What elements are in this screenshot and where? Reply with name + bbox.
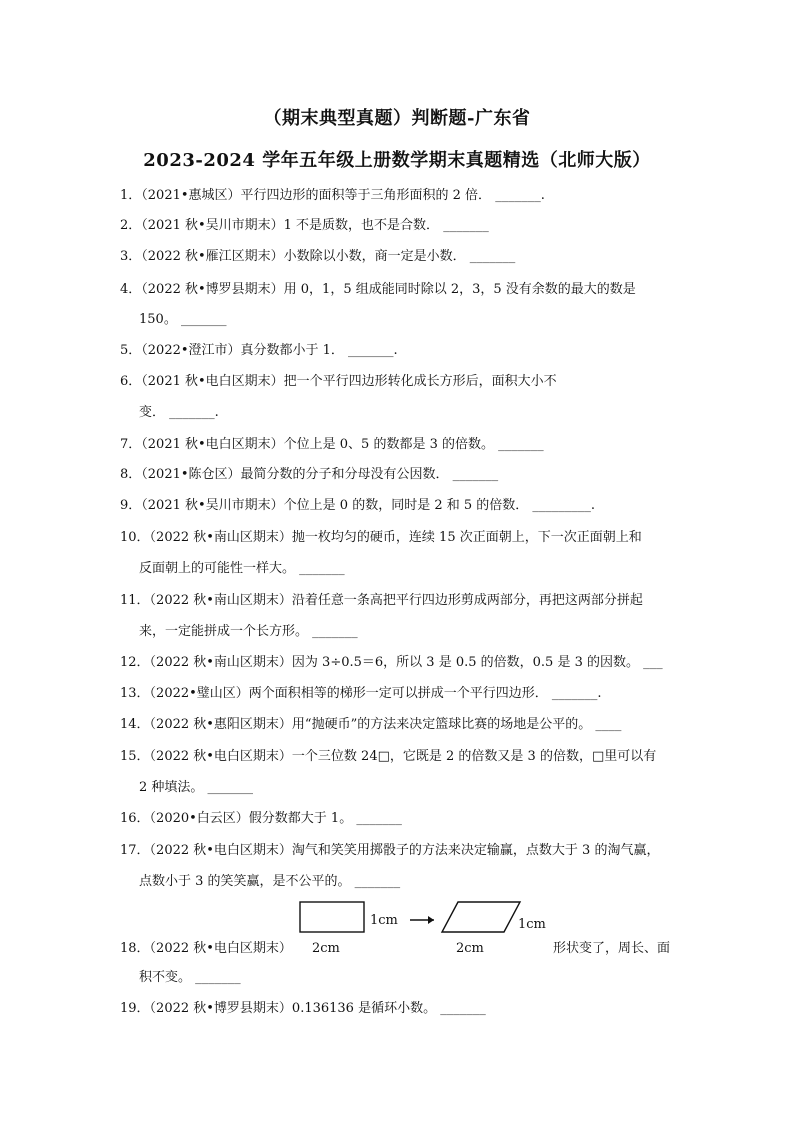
page-subtitle: 2023-2024 学年五年级上册数学期末真题精选（北师大版）	[143, 150, 651, 171]
question-11: 11．（2022 秋•南山区期末）沿着任意一条高把平行四边形剪成两部分，再把这两部分拼起	[120, 593, 643, 608]
question-17-continued: 点数小于 3 的笑笑赢，是不公平的。 _______	[139, 874, 401, 889]
parallelogram-width-label: 2cm	[456, 941, 484, 956]
question-6-continued: 变． _______.	[139, 405, 219, 420]
rectangle-width-label: 2cm	[312, 941, 340, 956]
question-14: 14．（2022 秋•惠阳区期末）用“抛硬币”的方法来决定篮球比赛的场地是公平的。 ____	[120, 717, 622, 732]
page-title: （期末典型真题）判断题-广东省	[263, 108, 531, 129]
question-19: 19．（2022 秋•博罗县期末）0.136136 是循环小数。 _______	[120, 1001, 486, 1016]
question-6: 6．（2021 秋•电白区期末）把一个平行四边形转化成长方形后，面积大小不	[120, 374, 557, 389]
parallelogram-side-label: 1cm	[518, 917, 546, 932]
question-7: 7．（2021 秋•电白区期末）个位上是 0、5 的数都是 3 的倍数。 _______	[120, 437, 544, 452]
question-18-tail: 形状变了，周长、面	[553, 941, 671, 956]
question-4: 4．（2022 秋•博罗县期末）用 0，1，5 组成能同时除以 2，3，5 没有余数的最大的数是	[120, 282, 636, 297]
question-4-continued: 150。 _______	[139, 312, 227, 327]
question-12: 12．（2022 秋•南山区期末）因为 3÷0.5＝6，所以 3 是 0.5 的倍数，0.5 是 3 的因数。 ___	[120, 655, 663, 670]
question-10-continued: 反面朝上的可能性一样大。 _______	[139, 561, 345, 576]
question-2: 2．（2021 秋•吴川市期末）1 不是质数，也不是合数． _______	[120, 218, 489, 233]
question-18-continued: 积不变。 _______	[139, 970, 241, 985]
question-8: 8．（2021•陈仓区）最简分数的分子和分母没有公因数． _______	[120, 467, 499, 482]
arrow-head-icon	[428, 916, 434, 924]
question-18: 18．（2022 秋•电白区期末）	[120, 941, 292, 956]
question-1: 1．（2021•惠城区）平行四边形的面积等于三角形面积的 2 倍． _______.	[120, 188, 545, 203]
question-15-continued: 2 种填法。 _______	[139, 780, 254, 795]
question-11-continued: 来，一定能拼成一个长方形。 _______	[139, 624, 358, 639]
question-16: 16．（2020•白云区）假分数都大于 1。 _______	[120, 811, 402, 826]
question-9: 9．（2021 秋•吴川市期末）个位上是 0 的数，同时是 2 和 5 的倍数． _________.	[120, 498, 596, 513]
rectangle-height-label: 1cm	[370, 913, 398, 928]
rectangle-to-parallelogram-diagram	[298, 898, 558, 958]
rectangle-shape	[300, 902, 364, 932]
shape-transform-figure	[298, 898, 558, 958]
question-3: 3．（2022 秋•雁江区期末）小数除以小数，商一定是小数． _______	[120, 249, 516, 264]
question-15: 15．（2022 秋•电白区期末）一个三位数 24□，它既是 2 的倍数又是 3 的倍数，□里可以有	[120, 749, 657, 764]
question-5: 5．（2022•澄江市）真分数都小于 1． _______.	[120, 343, 398, 358]
question-13: 13．（2022•璧山区）两个面积相等的梯形一定可以拼成一个平行四边形． _______.	[120, 686, 602, 701]
parallelogram-shape	[442, 902, 520, 932]
question-10: 10．（2022 秋•南山区期末）抛一枚均匀的硬币，连续 15 次正面朝上，下一次正面朝上和	[120, 530, 642, 545]
question-17: 17．（2022 秋•电白区期末）淘气和笑笑用掷骰子的方法来决定输赢，点数大于 3 的淘气赢，	[120, 843, 660, 858]
